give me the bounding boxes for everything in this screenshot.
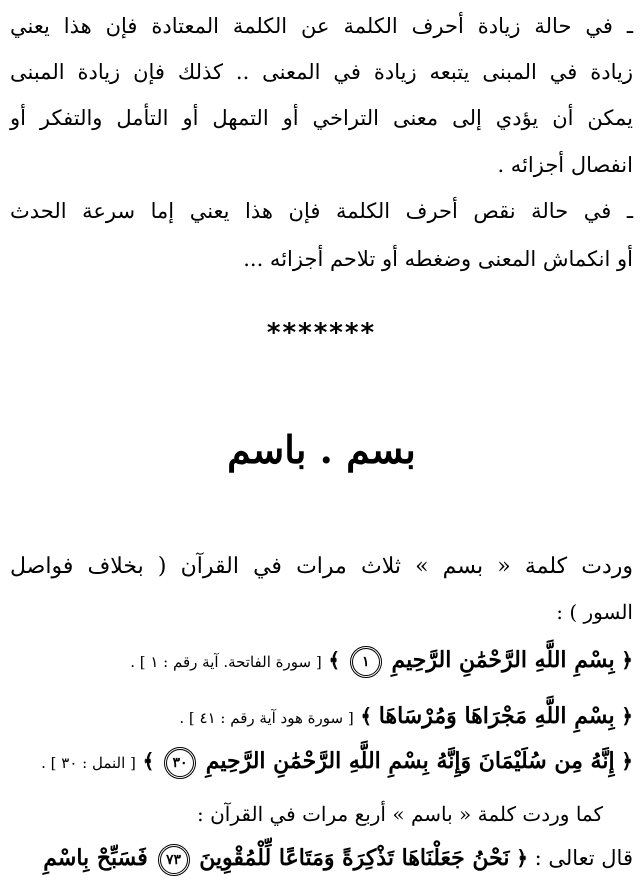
verse-text: نَحْنُ جَعَلْنَاهَا تَذْكِرَةً وَمَتَاعًا لِّلْمُقْوِينَ <box>199 845 510 871</box>
verse-reference: [ النمل : ٣٠ ] . <box>41 754 136 772</box>
paragraph1-line3: يمكن أن يؤدي إلى معنى التراخي أو التمهل أو التأمل والتفكر أو <box>10 106 633 130</box>
paragraph1-line2: زيادة في المبنى يتبعه زيادة في المعنى .. كذلك فإن زيادة المبنى <box>10 60 633 84</box>
bottom-line1: كما وردت كلمة « باسم » أربع مرات في القرآن : <box>196 802 603 826</box>
verse-open-bracket: ﴿ <box>516 846 528 870</box>
verse-line-2 <box>179 700 633 734</box>
bottom-line2-prefix: قال تعالى : <box>534 846 633 870</box>
intro-line2: السور ) : <box>556 600 633 624</box>
verse-close-bracket: ﴾ <box>142 749 155 773</box>
verse-text: بِسْمِ اللَّهِ الرَّحْمَٰنِ الرَّحِيمِ <box>391 647 615 673</box>
verse-reference: [ سورة هود آية رقم : ٤١ ] . <box>179 709 354 727</box>
section-separator: ******* <box>266 318 377 348</box>
ayah-number-marker: ١ <box>350 646 382 678</box>
section-heading: بسم . باسم <box>227 427 416 472</box>
verse-text: بِسْمِ اللَّهِ مَجْرَاهَا وَمُرْسَاهَا <box>378 703 615 729</box>
bottom-line2 <box>10 842 633 876</box>
paragraph1-line4: انفصال أجزائه . <box>497 153 633 177</box>
intro-line1: وردت كلمة « بسم » ثلاث مرات في القرآن ( بخلاف فواصل <box>10 554 633 579</box>
paragraph1-line1: ـ في حالة زيادة أحرف الكلمة عن الكلمة المعتادة فإن هذا يعني <box>10 14 633 38</box>
verse-open-bracket: ﴿ <box>621 648 633 672</box>
paragraph2-line1: ـ في حالة نقص أحرف الكلمة فإن هذا يعني إما سرعة الحدث <box>10 199 633 223</box>
verse-text: إِنَّهُ مِن سُلَيْمَانَ وَإِنَّهُ بِسْمِ اللَّهِ الرَّحْمَٰنِ الرَّحِيمِ <box>205 748 615 774</box>
ayah-number-marker: ٧٣ <box>158 844 190 876</box>
verse-line-1 <box>130 644 633 678</box>
paragraph2-line2: أو انكماش المعنى وضغطه أو تلاحم أجزائه ... <box>243 247 633 271</box>
verse-reference: [ سورة الفاتحة. آية رقم : ١ ] . <box>130 653 322 671</box>
verse-close-bracket: ﴾ <box>360 704 373 728</box>
verse-text-continued: فَسَبِّحْ بِاسْمِ <box>43 845 148 871</box>
verse-open-bracket: ﴿ <box>621 749 633 773</box>
verse-line-3 <box>41 745 633 779</box>
verse-close-bracket: ﴾ <box>328 648 341 672</box>
verse-open-bracket: ﴿ <box>621 704 633 728</box>
ayah-number-marker: ٣٠ <box>164 747 196 779</box>
